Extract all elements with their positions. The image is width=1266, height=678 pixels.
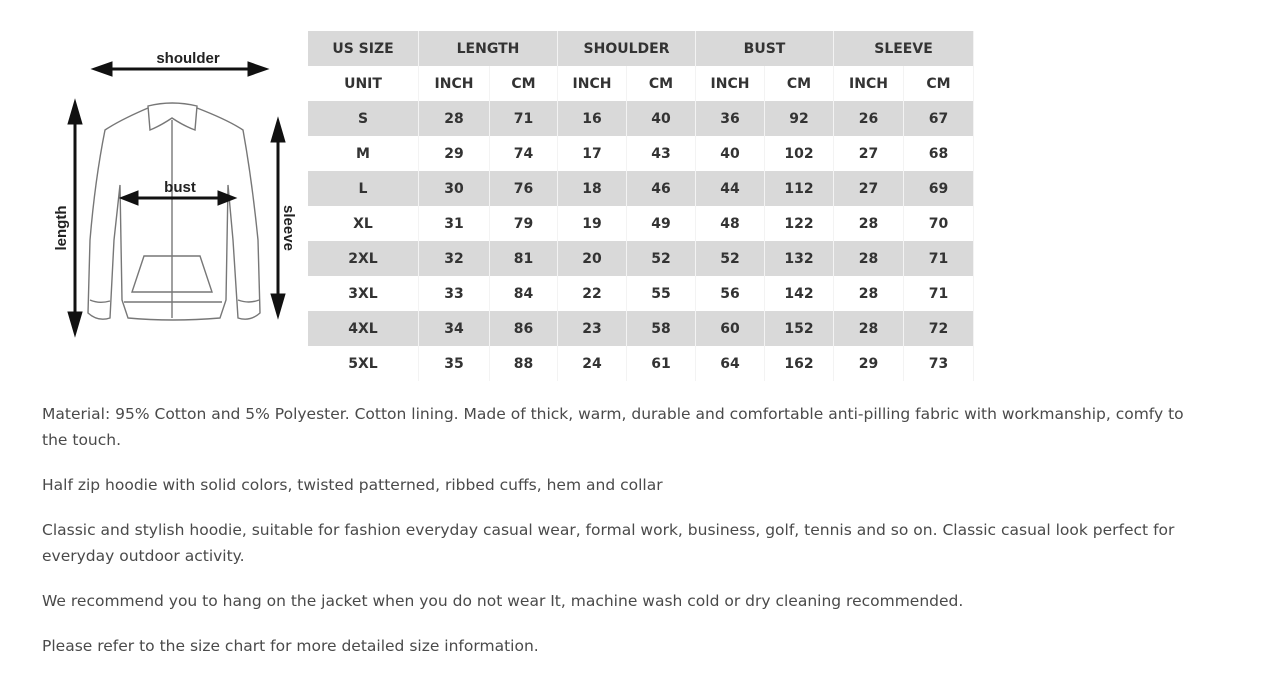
value-cell: 56 — [696, 276, 765, 311]
header-bust: BUST — [696, 31, 834, 66]
value-cell: 132 — [765, 241, 834, 276]
value-cell: 40 — [627, 101, 696, 136]
value-cell: 74 — [490, 136, 558, 171]
value-cell: 92 — [765, 101, 834, 136]
value-cell: 152 — [765, 311, 834, 346]
value-cell: 55 — [627, 276, 696, 311]
value-cell: 76 — [490, 171, 558, 206]
value-cell: 46 — [627, 171, 696, 206]
size-cell: S — [308, 101, 419, 136]
value-cell: 28 — [419, 101, 490, 136]
header-length: LENGTH — [419, 31, 558, 66]
jacket-outline — [88, 103, 260, 320]
value-cell: 72 — [904, 311, 974, 346]
table-unit-row — [308, 66, 974, 101]
product-description — [42, 401, 1192, 678]
description-style: Half zip hoodie with solid colors, twisted patterned, ribbed cuffs, hem and collar — [42, 476, 663, 494]
table-row — [308, 311, 974, 346]
value-cell: 73 — [904, 346, 974, 381]
size-cell: 4XL — [308, 311, 419, 346]
value-cell: 48 — [696, 206, 765, 241]
description-material: Material: 95% Cotton and 5% Polyester. Cotton lining. Made of thick, warm, durable and comfortable anti-pilling fabric with workmanship, comfy to the touch. — [42, 405, 1184, 449]
value-cell: 43 — [627, 136, 696, 171]
value-cell: 88 — [490, 346, 558, 381]
table-row — [308, 241, 974, 276]
unit-cell: INCH — [696, 66, 765, 101]
value-cell: 79 — [490, 206, 558, 241]
unit-cell: INCH — [419, 66, 490, 101]
value-cell: 71 — [904, 241, 974, 276]
description-usage: Classic and stylish hoodie, suitable for fashion everyday casual wear, formal work, business, golf, tennis and so on. Classic casual look perfect for everyday outdoor activity. — [42, 521, 1175, 565]
value-cell: 19 — [558, 206, 627, 241]
value-cell: 28 — [834, 241, 904, 276]
value-cell: 31 — [419, 206, 490, 241]
size-cell: 5XL — [308, 346, 419, 381]
value-cell: 32 — [419, 241, 490, 276]
value-cell: 40 — [696, 136, 765, 171]
unit-cell: CM — [765, 66, 834, 101]
unit-cell: CM — [904, 66, 974, 101]
value-cell: 30 — [419, 171, 490, 206]
description-care: We recommend you to hang on the jacket when you do not wear It, machine wash cold or dry cleaning recommended. — [42, 592, 964, 610]
value-cell: 86 — [490, 311, 558, 346]
value-cell: 71 — [490, 101, 558, 136]
value-cell: 70 — [904, 206, 974, 241]
size-cell: L — [308, 171, 419, 206]
header-sleeve: SLEEVE — [834, 31, 974, 66]
header-shoulder: SHOULDER — [558, 31, 696, 66]
value-cell: 28 — [834, 206, 904, 241]
bust-label: bust — [164, 179, 196, 196]
sleeve-label: sleeve — [280, 205, 297, 251]
value-cell: 26 — [834, 101, 904, 136]
table-row — [308, 171, 974, 206]
table-header-row — [308, 31, 974, 66]
table-row — [308, 206, 974, 241]
value-cell: 71 — [904, 276, 974, 311]
unit-cell: INCH — [834, 66, 904, 101]
value-cell: 17 — [558, 136, 627, 171]
value-cell: 24 — [558, 346, 627, 381]
description-size-note: Please refer to the size chart for more detailed size information. — [42, 637, 539, 655]
value-cell: 34 — [419, 311, 490, 346]
size-cell: 3XL — [308, 276, 419, 311]
value-cell: 58 — [627, 311, 696, 346]
value-cell: 162 — [765, 346, 834, 381]
jacket-measurement-diagram — [40, 30, 310, 350]
value-cell: 68 — [904, 136, 974, 171]
value-cell: 112 — [765, 171, 834, 206]
value-cell: 64 — [696, 346, 765, 381]
size-cell: XL — [308, 206, 419, 241]
unit-cell: UNIT — [308, 66, 419, 101]
value-cell: 60 — [696, 311, 765, 346]
value-cell: 28 — [834, 311, 904, 346]
table-row — [308, 136, 974, 171]
value-cell: 29 — [419, 136, 490, 171]
value-cell: 61 — [627, 346, 696, 381]
value-cell: 122 — [765, 206, 834, 241]
value-cell: 67 — [904, 101, 974, 136]
value-cell: 29 — [834, 346, 904, 381]
value-cell: 22 — [558, 276, 627, 311]
value-cell: 36 — [696, 101, 765, 136]
size-chart-table — [308, 31, 974, 381]
value-cell: 33 — [419, 276, 490, 311]
value-cell: 81 — [490, 241, 558, 276]
table-row — [308, 101, 974, 136]
value-cell: 44 — [696, 171, 765, 206]
value-cell: 142 — [765, 276, 834, 311]
value-cell: 35 — [419, 346, 490, 381]
value-cell: 28 — [834, 276, 904, 311]
length-label: length — [53, 205, 70, 251]
size-cell: 2XL — [308, 241, 419, 276]
value-cell: 69 — [904, 171, 974, 206]
table-row — [308, 346, 974, 381]
value-cell: 102 — [765, 136, 834, 171]
table-row — [308, 276, 974, 311]
unit-cell: CM — [490, 66, 558, 101]
length-arrow — [68, 100, 82, 336]
unit-cell: INCH — [558, 66, 627, 101]
value-cell: 52 — [627, 241, 696, 276]
size-cell: M — [308, 136, 419, 171]
value-cell: 52 — [696, 241, 765, 276]
value-cell: 16 — [558, 101, 627, 136]
value-cell: 23 — [558, 311, 627, 346]
header-us-size: US SIZE — [308, 31, 419, 66]
shoulder-label: shoulder — [156, 50, 220, 67]
value-cell: 84 — [490, 276, 558, 311]
value-cell: 49 — [627, 206, 696, 241]
value-cell: 27 — [834, 136, 904, 171]
value-cell: 18 — [558, 171, 627, 206]
unit-cell: CM — [627, 66, 696, 101]
value-cell: 27 — [834, 171, 904, 206]
value-cell: 20 — [558, 241, 627, 276]
